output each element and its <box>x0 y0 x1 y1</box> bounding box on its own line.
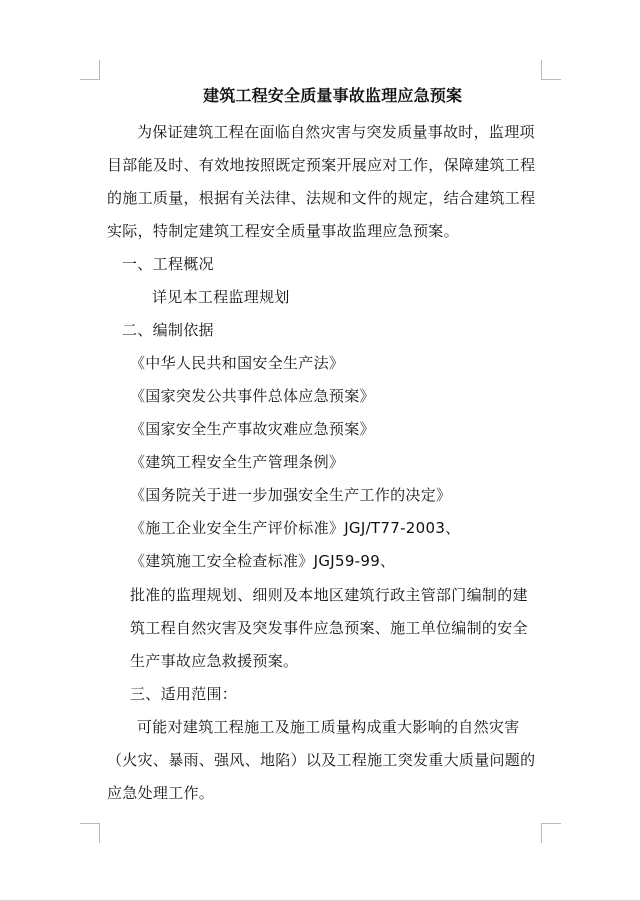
margin-corner-bottom-left <box>80 823 100 843</box>
section-3-body-line: （火灾、暴雨、强风、地陷）以及工程施工突发重大质量问题的 <box>107 751 536 769</box>
reference-item: 《施工企业安全生产评价标准》JGJ/T77-2003、 <box>130 519 461 537</box>
document-title: 建筑工程安全质量事故监理应急预案 <box>203 86 463 105</box>
section-3-body-line: 应急处理工作。 <box>107 784 215 802</box>
section-3-heading: 三、适用范围： <box>130 685 238 703</box>
reference-item: 《国务院关于进一步加强安全生产工作的决定》 <box>130 486 452 504</box>
margin-corner-top-left <box>80 60 100 80</box>
section-2-closing-line: 筑工程自然灾害及突发事件应急预案、施工单位编制的安全 <box>130 619 528 637</box>
margin-corner-bottom-right <box>541 823 561 843</box>
reference-item: 《国家安全生产事故灾难应急预案》 <box>130 420 375 438</box>
margin-corner-top-right <box>541 60 561 80</box>
intro-line: 为保证建筑工程在面临自然灾害与突发质量事故时，监理项 <box>137 123 535 141</box>
section-2-heading: 二、编制依据 <box>122 321 214 339</box>
section-2-closing-line: 批准的监理规划、细则及本地区建筑行政主管部门编制的建 <box>130 586 528 604</box>
reference-item: 《建筑工程安全生产管理条例》 <box>130 453 345 471</box>
reference-item: 《国家突发公共事件总体应急预案》 <box>130 387 375 405</box>
intro-line: 的施工质量，根据有关法律、法规和文件的规定，结合建筑工程 <box>107 189 536 207</box>
reference-item: 《中华人民共和国安全生产法》 <box>130 354 345 372</box>
section-1-heading: 一、工程概况 <box>122 255 214 273</box>
reference-item: 《建筑施工安全检查标准》JGJ59-99、 <box>130 552 396 570</box>
intro-line: 目部能及时、有效地按照既定预案开展应对工作，保障建筑工程 <box>107 156 536 174</box>
intro-line: 实际，特制定建筑工程安全质量事故监理应急预案。 <box>107 222 459 240</box>
section-2-closing-line: 生产事故应急救援预案。 <box>130 652 299 670</box>
section-3-body-line: 可能对建筑工程施工及施工质量构成重大影响的自然灾害 <box>137 718 520 736</box>
section-1-body: 详见本工程监理规划 <box>152 288 290 306</box>
